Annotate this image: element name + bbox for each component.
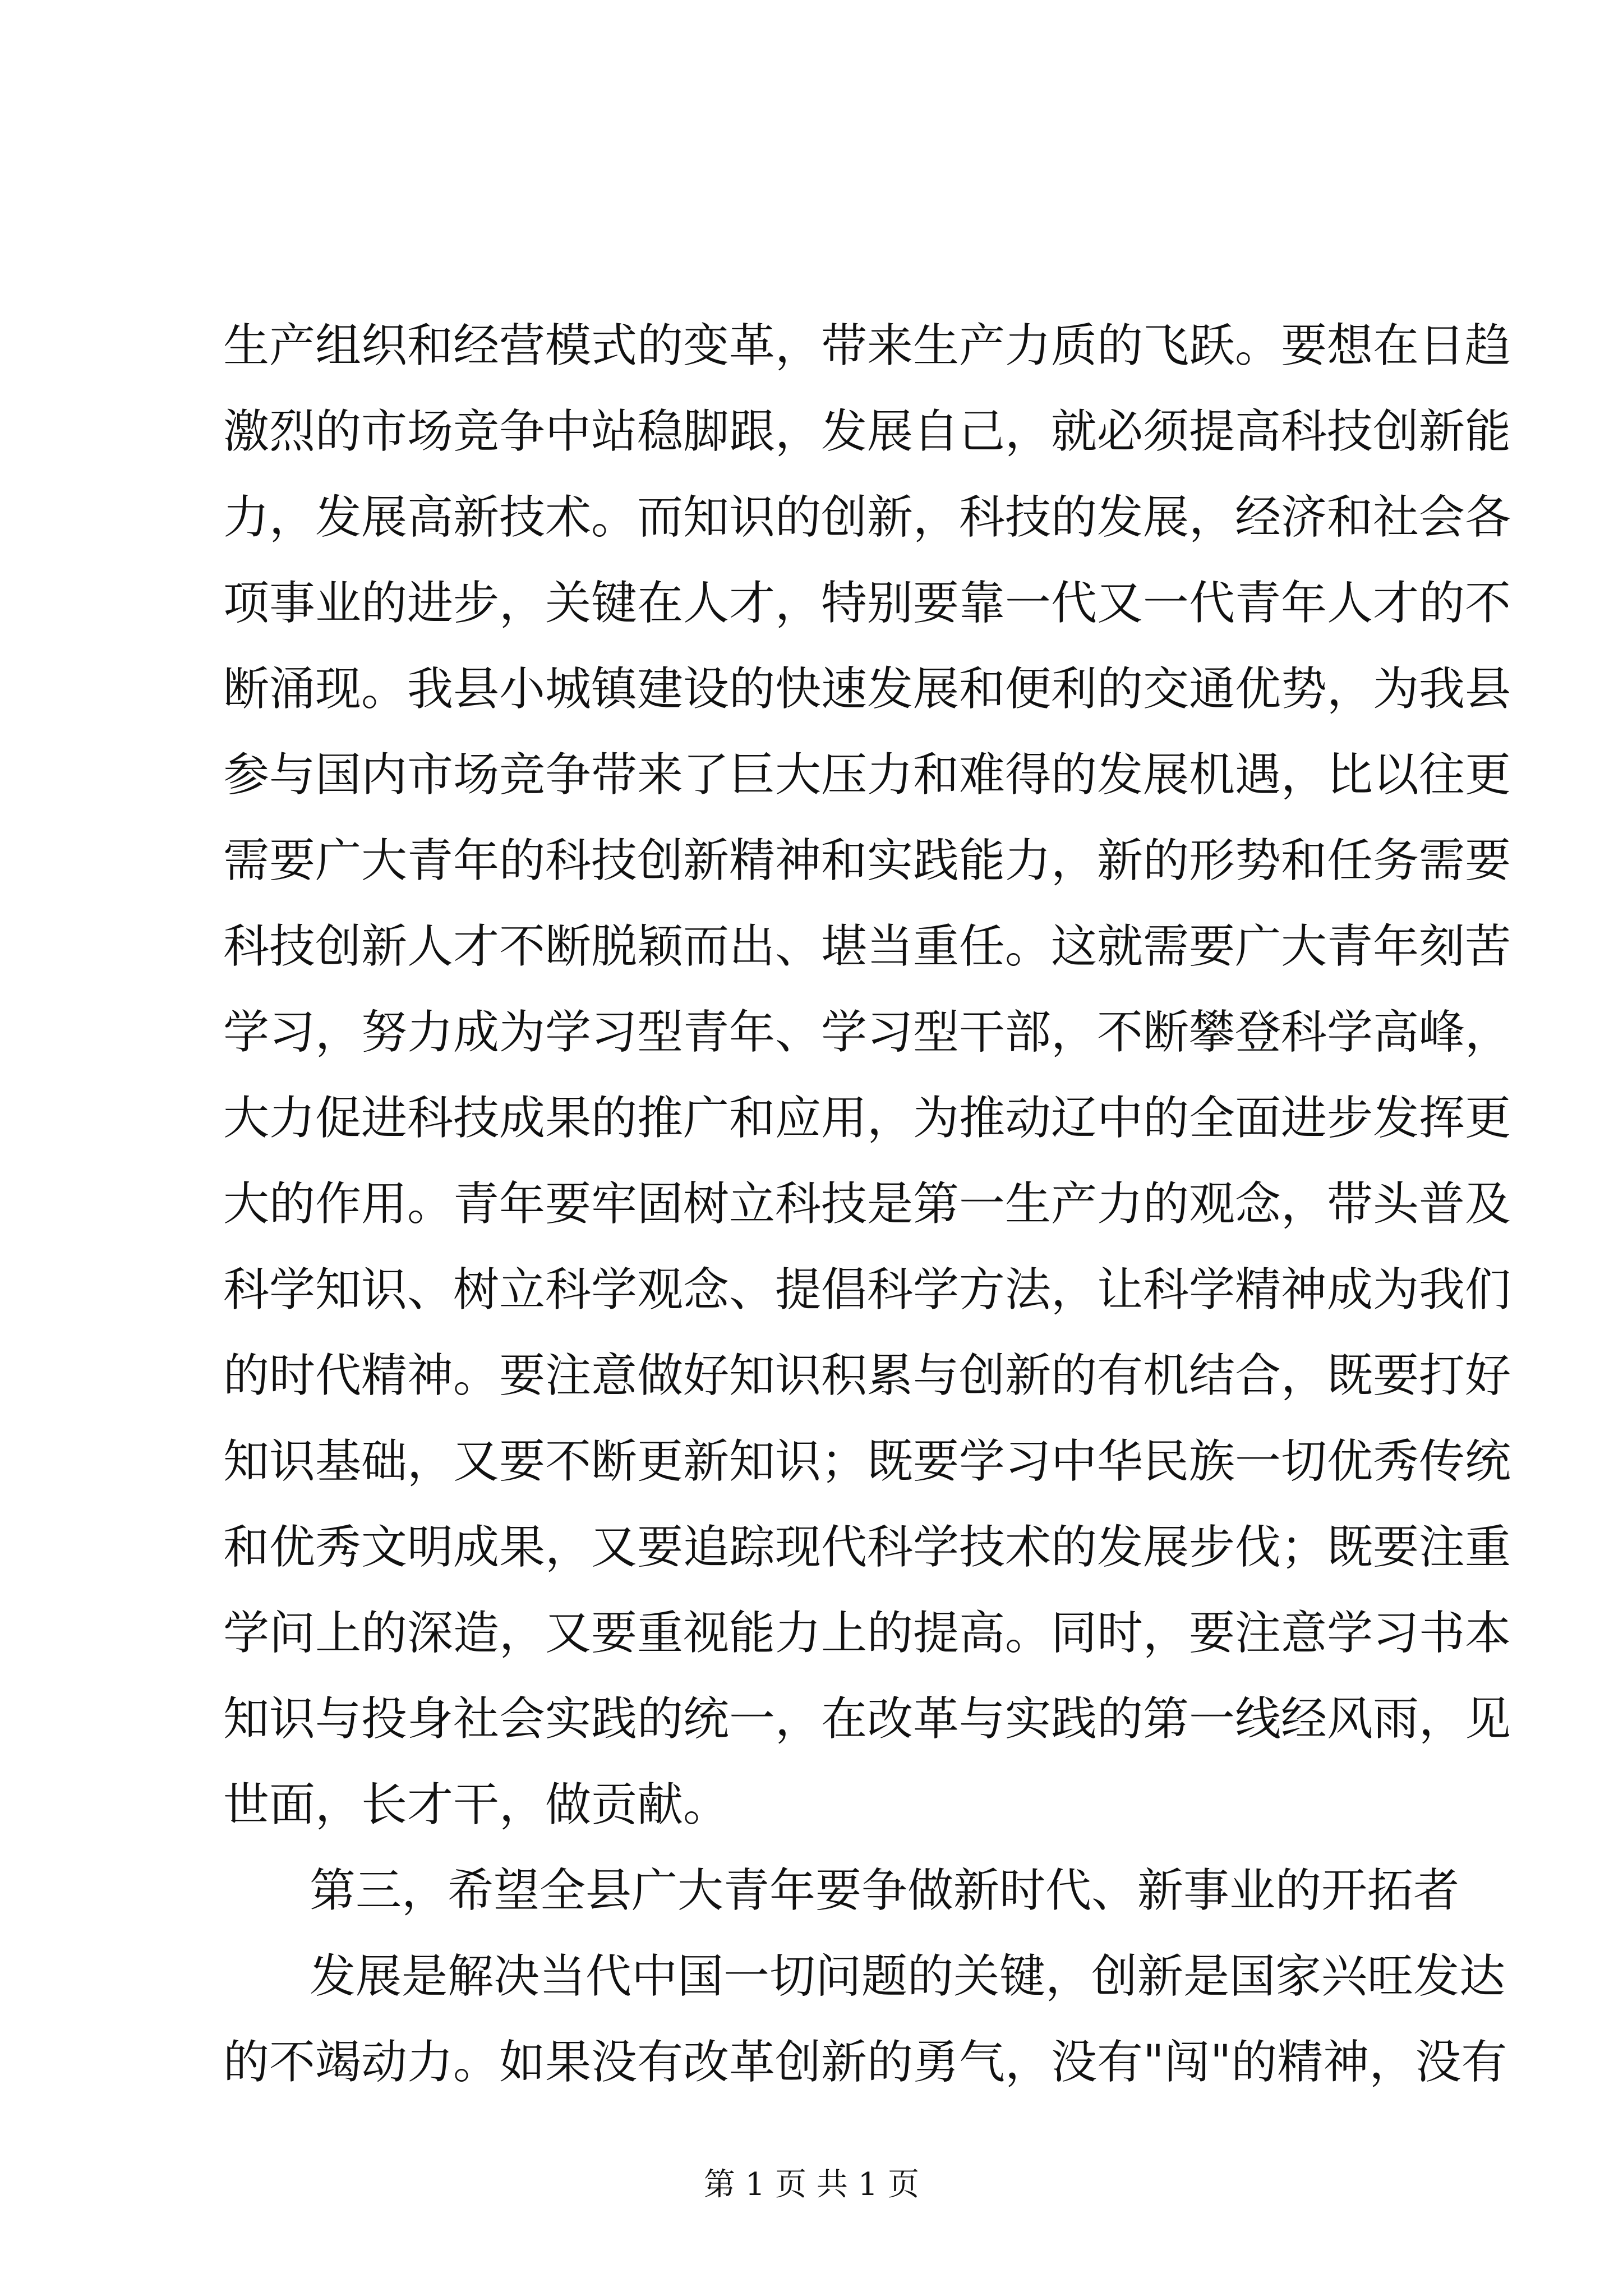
paragraph-line: 需要广大青年的科技创新精神和实践能力，新的形势和任务需要 <box>223 834 1511 887</box>
paragraph-line: 大的作用。青年要牢固树立科技是第一生产力的观念，带头普及 <box>223 1177 1511 1231</box>
paragraph-line: 激烈的市场竞争中站稳脚跟，发展自己，就必须提高科技创新能 <box>223 405 1511 458</box>
paragraph-line: 力，发展高新技术。而知识的创新，科技的发展，经济和社会各 <box>223 491 1511 544</box>
paragraph-line: 断涌现。我县小城镇建设的快速发展和便利的交通优势，为我县 <box>223 662 1511 716</box>
paragraph-line: 学习，努力成为学习型青年、学习型干部，不断攀登科学高峰， <box>223 1006 1511 1059</box>
paragraph-line: 的时代精神。要注意做好知识积累与创新的有机结合，既要打好 <box>223 1349 1511 1402</box>
paragraph-line: 项事业的进步，关键在人才，特别要靠一代又一代青年人才的不 <box>223 577 1511 630</box>
paragraph-line: 大力促进科技成果的推广和应用，为推动辽中的全面进步发挥更 <box>223 1092 1511 1145</box>
paragraph-line: 学问上的深造，又要重视能力上的提高。同时，要注意学习书本 <box>223 1607 1511 1660</box>
paragraph-line: 参与国内市场竞争带来了巨大压力和难得的发展机遇，比以往更 <box>223 748 1511 802</box>
paragraph-line: 的不竭动力。如果没有改革创新的勇气，没有"闯"的精神，没有 <box>223 2036 1507 2089</box>
paragraph-line: 和优秀文明成果，又要追踪现代科学技术的发展步伐；既要注重 <box>223 1521 1511 1574</box>
paragraph-line: 发展是解决当代中国一切问题的关键，创新是国家兴旺发达 <box>310 1950 1506 2003</box>
paragraph-line: 世面，长才干，做贡献。 <box>223 1778 730 1832</box>
paragraph-line: 生产组织和经营模式的变革，带来生产力质的飞跃。要想在日趋 <box>223 319 1511 372</box>
paragraph-line: 科技创新人才不断脱颖而出、堪当重任。这就需要广大青年刻苦 <box>223 920 1511 973</box>
paragraph-line: 知识与投身社会实践的统一，在改革与实践的第一线经风雨，见 <box>223 1692 1511 1746</box>
page-number-footer: 第 1 页 共 1 页 <box>703 2166 920 2203</box>
paragraph-line: 科学知识、树立科学观念、提倡科学方法，让科学精神成为我们 <box>223 1263 1511 1317</box>
paragraph-line: 知识基础，又要不断更新知识；既要学习中华民族一切优秀传统 <box>223 1435 1511 1488</box>
section-heading: 第三，希望全县广大青年要争做新时代、新事业的开拓者 <box>310 1864 1460 1917</box>
